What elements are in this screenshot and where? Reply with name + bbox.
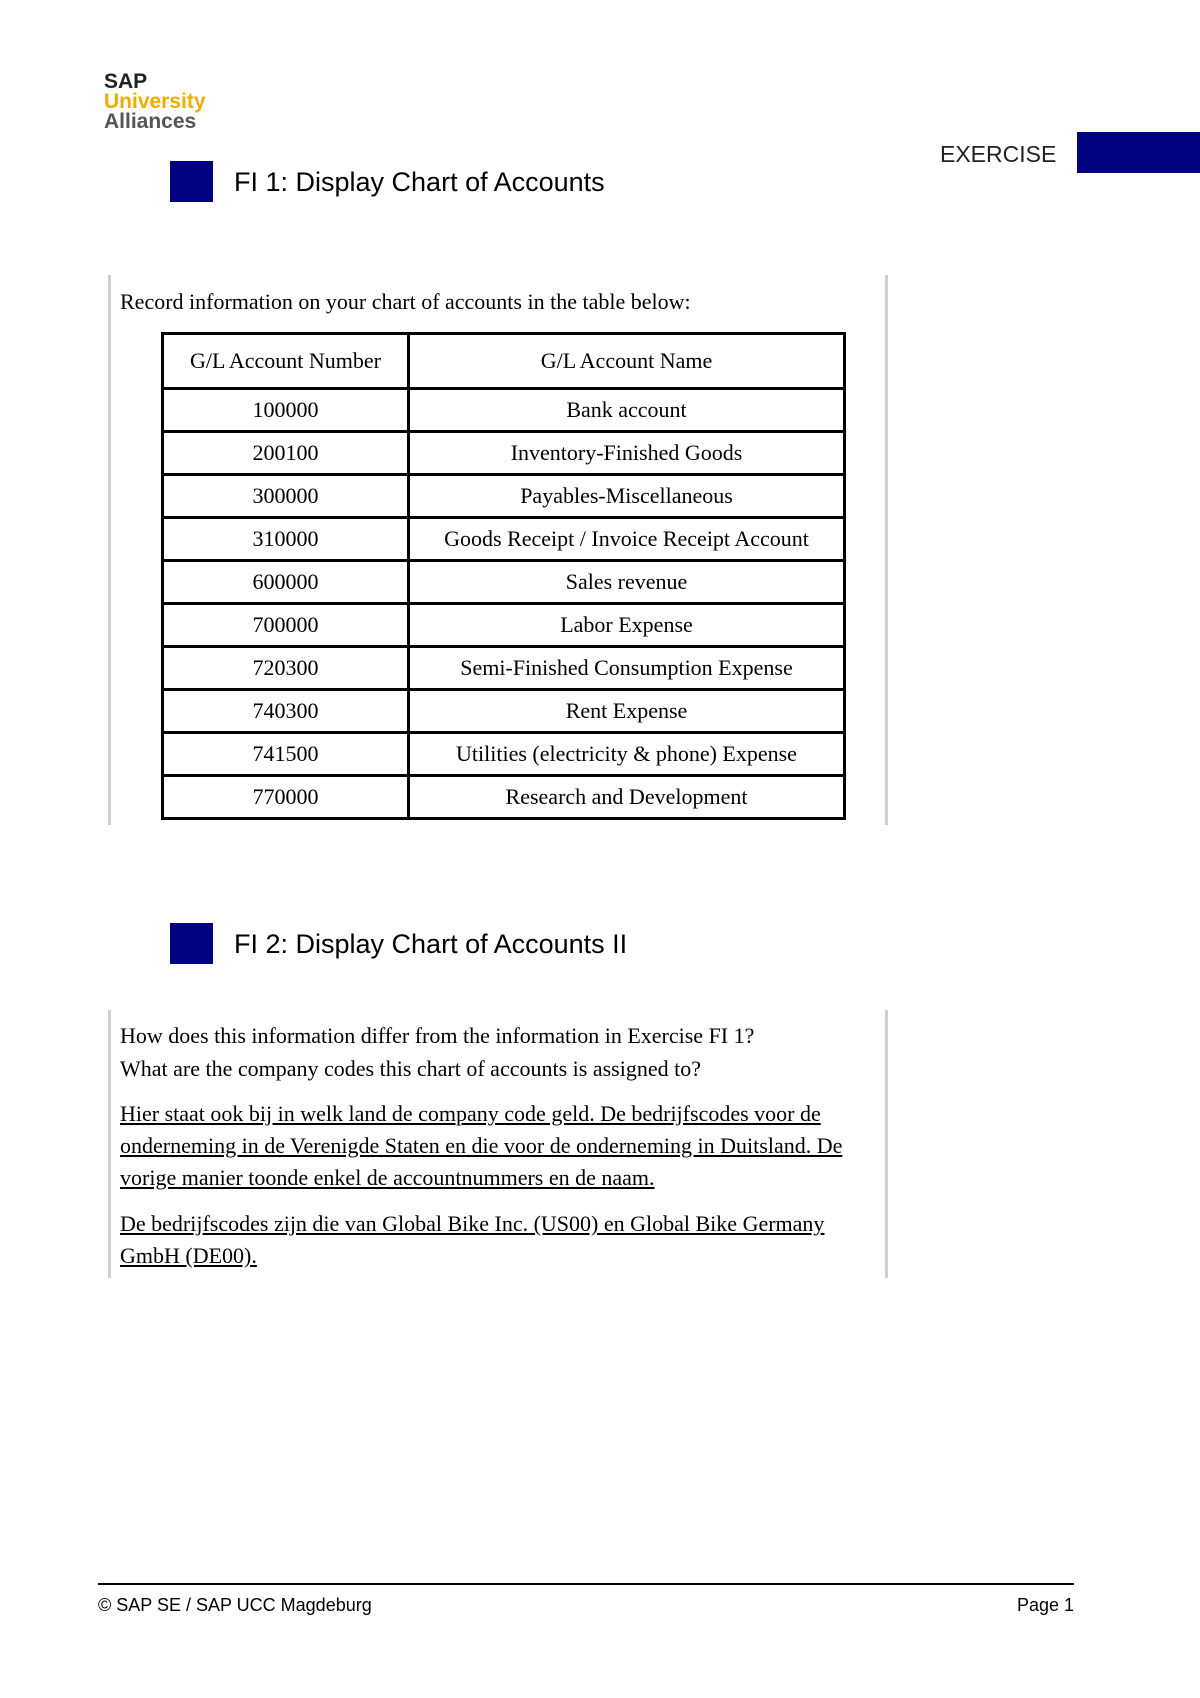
- account-number: 700000: [163, 604, 409, 647]
- footer-copyright: © SAP SE / SAP UCC Magdeburg: [98, 1595, 372, 1615]
- question-1: How does this information differ from the information in Exercise FI 1?: [120, 1023, 755, 1048]
- account-name: Labor Expense: [409, 604, 845, 647]
- logo-line-alliances: Alliances: [104, 110, 197, 133]
- account-number: 770000: [163, 776, 409, 819]
- account-number: 310000: [163, 518, 409, 561]
- table-row: [163, 475, 845, 518]
- section2-title: FI 2: Display Chart of Accounts II: [234, 929, 628, 959]
- account-number: 600000: [163, 561, 409, 604]
- logo-line-sap: SAP: [104, 70, 148, 93]
- chart-of-accounts-table: [161, 332, 846, 820]
- account-name: Research and Development: [409, 776, 845, 819]
- table-row: [163, 432, 845, 475]
- section1-title: FI 1: Display Chart of Accounts: [234, 167, 605, 197]
- header-account-name: G/L Account Name: [409, 334, 845, 389]
- account-number: 740300: [163, 690, 409, 733]
- account-name: Semi-Finished Consumption Expense: [409, 647, 845, 690]
- table-row: [163, 604, 845, 647]
- section1-intro: Record information on your chart of accounts in the table below:: [120, 289, 691, 314]
- section2-marker: [170, 923, 213, 964]
- header-account-number: G/L Account Number: [163, 334, 409, 389]
- account-name: Sales revenue: [409, 561, 845, 604]
- logo-line-university: University: [104, 90, 206, 113]
- footer-rule: [98, 1583, 1074, 1585]
- answer-1: Hier staat ook bij in welk land de company code geld. De bedrijfscodes voor de onderneming in de Verenigde Staten en die voor de onderneming in Duitsland. De vorige manier toonde enkel de accountnummers en de naam.: [120, 1101, 843, 1190]
- table-row: [163, 389, 845, 432]
- section1-marker: [170, 161, 213, 202]
- table-row: [163, 776, 845, 819]
- question-2: What are the company codes this chart of accounts is assigned to?: [120, 1056, 701, 1081]
- table-row: [163, 647, 845, 690]
- footer-page-number: Page 1: [1016, 1595, 1074, 1615]
- table-header-row: [163, 334, 845, 389]
- exercise-label: EXERCISE: [940, 141, 1057, 167]
- account-name: Inventory-Finished Goods: [409, 432, 845, 475]
- account-number: 200100: [163, 432, 409, 475]
- account-name: Goods Receipt / Invoice Receipt Account: [409, 518, 845, 561]
- account-name: Bank account: [409, 389, 845, 432]
- table-row: [163, 690, 845, 733]
- account-name: Rent Expense: [409, 690, 845, 733]
- exercise-bar: [1077, 132, 1200, 173]
- table-row: [163, 561, 845, 604]
- account-name: Utilities (electricity & phone) Expense: [409, 733, 845, 776]
- table-row: [163, 733, 845, 776]
- account-number: 300000: [163, 475, 409, 518]
- account-number: 100000: [163, 389, 409, 432]
- answer-2: De bedrijfscodes zijn die van Global Bike Inc. (US00) en Global Bike Germany GmbH (DE00).: [120, 1211, 825, 1268]
- account-number: 720300: [163, 647, 409, 690]
- account-name: Payables-Miscellaneous: [409, 475, 845, 518]
- account-number: 741500: [163, 733, 409, 776]
- sap-university-alliances-logo: [104, 72, 206, 132]
- table-row: [163, 518, 845, 561]
